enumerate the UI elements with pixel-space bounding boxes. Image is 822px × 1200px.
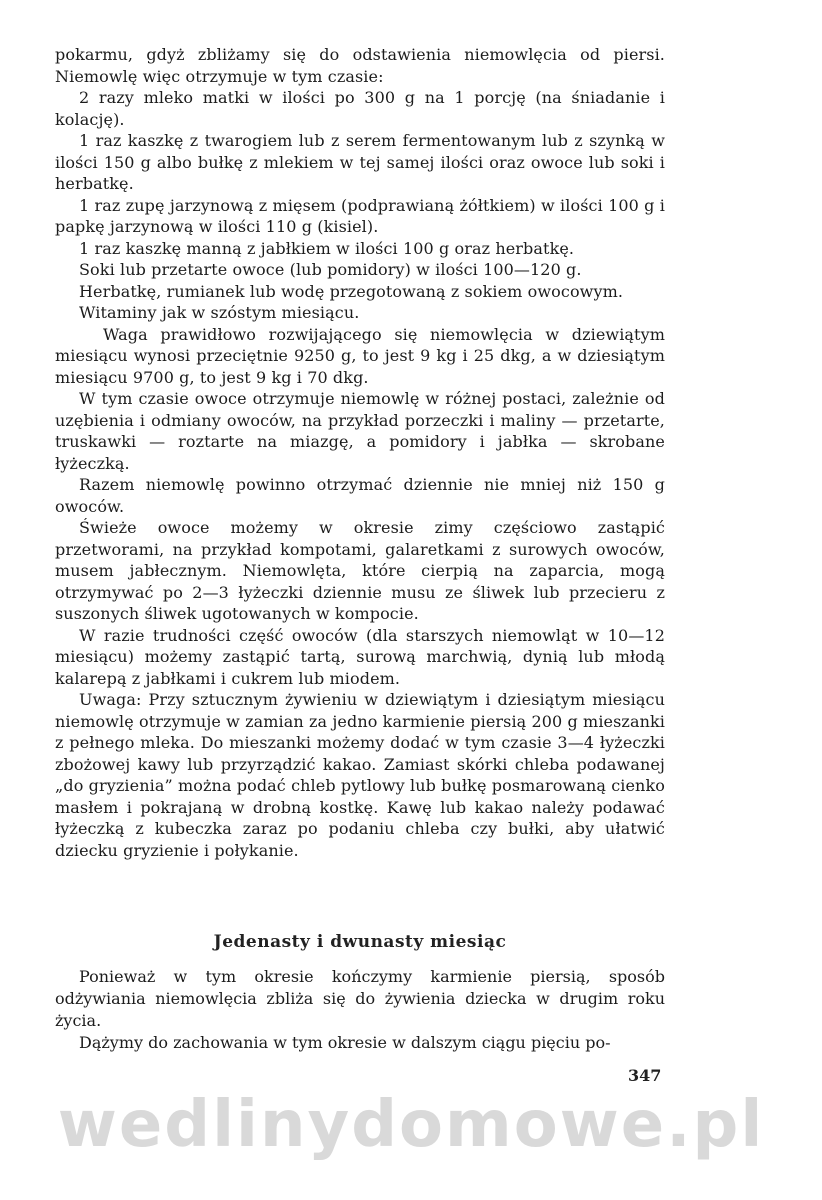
paragraph: 2 razy mleko matki w ilości po 300 g na 1 porcję (na śniadanie i kolację). [55, 88, 665, 129]
section-heading: Jedenasty i dwunasty miesiąc [213, 932, 507, 952]
paragraph: Świeże owoce możemy w okresie zimy częściowo zastąpić przetworami, na przykład kompotami, galaretkami z surowych owoców, musem jabłecznym. Niemowlęta, które cierpią na zaparcia, mogą otrzymywać po 2—3 łyżeczki dziennie musu ze śliwek lub przecieru z suszonych śliwek ugotowanych w kompocie. [55, 518, 665, 623]
paragraph: 1 raz kaszkę manną z jabłkiem w ilości 100 g oraz herbatkę. [79, 238, 575, 258]
section-text [55, 966, 665, 1054]
paragraph: Waga prawidłowo rozwijającego się niemowlęcia w dziewiątym miesiącu wynosi przeciętnie 9250 g, to jest 9 kg i 25 dkg, a w dziesiątym miesiącu 9700 g, to jest 9 kg i 70 dkg. [55, 324, 665, 387]
body-text [55, 44, 665, 861]
paragraph: W tym czasie owoce otrzymuje niemowlę w różnej postaci, zależnie od uzębienia i odmiany owoców, na przykład porzeczki i maliny — przetarte, truskawki — roztarte na miazgę, a pomidory i jabłka — skrobane łyżeczką. [55, 389, 665, 473]
paragraph: W razie trudności część owoców (dla starszych niemowląt w 10—12 miesiącu) możemy zastąpić tartą, surową marchwią, dynią lub młodą kalarepą z jabłkami i cukrem lub miodem. [55, 625, 665, 688]
paragraph: Ponieważ w tym okresie kończymy karmienie piersią, sposób odżywiania niemowlęcia zbliża się do żywienia dziecka w drugim roku życia. [55, 967, 665, 1030]
paragraph: Witaminy jak w szóstym miesiącu. [79, 303, 360, 322]
paragraph: 1 raz zupę jarzynową z mięsem (podprawianą żółtkiem) w ilości 100 g i papkę jarzynową w ilości 110 g (kisiel). [55, 195, 665, 236]
page-number: 347 [628, 1066, 662, 1085]
paragraph: Herbatkę, rumianek lub wodę przegotowaną z sokiem owocowym. [79, 281, 624, 301]
paragraph: Razem niemowlę powinno otrzymać dziennie nie mniej niż 150 g owoców. [55, 475, 665, 516]
paragraph: Dążymy do zachowania w tym okresie w dalszym ciągu pięciu po- [79, 1033, 611, 1052]
paragraph: 1 raz kaszkę z twarogiem lub z serem fermentowanym lub z szynką w ilości 150 g albo bułkę z mlekiem w tej samej ilości oraz owoce lub soki i herbatkę. [55, 131, 665, 193]
paragraph: Soki lub przetarte owoce (lub pomidory) w ilości 100—120 g. [79, 260, 582, 279]
paragraph: pokarmu, gdyż zbliżamy się do odstawienia niemowlęcia od piersi. Niemowlę więc otrzymuje w tym czasie: [55, 45, 665, 86]
watermark: wedlinydomowe.pl [57, 1088, 765, 1162]
paragraph: Uwaga: Przy sztucznym żywieniu w dziewiątym i dziesiątym miesiącu niemowlę otrzymuje w zamian za jedno karmienie piersią 200 g mieszanki z pełnego mleka. Do mieszanki możemy dodać w tym czasie 3—4 łyżeczki zbożowej kawy lub przyrządzić kakao. Zamiast skórki chleba podawanej „do gryzienia” można podać chleb pytlowy lub bułkę posmarowaną cienko masłem i pokrajaną w drobną kostkę. Kawę lub kakao należy podawać łyżeczką z kubeczka zaraz po podaniu chleba czy bułki, aby ułatwić dziecku gryzienie i połykanie. [55, 690, 666, 860]
